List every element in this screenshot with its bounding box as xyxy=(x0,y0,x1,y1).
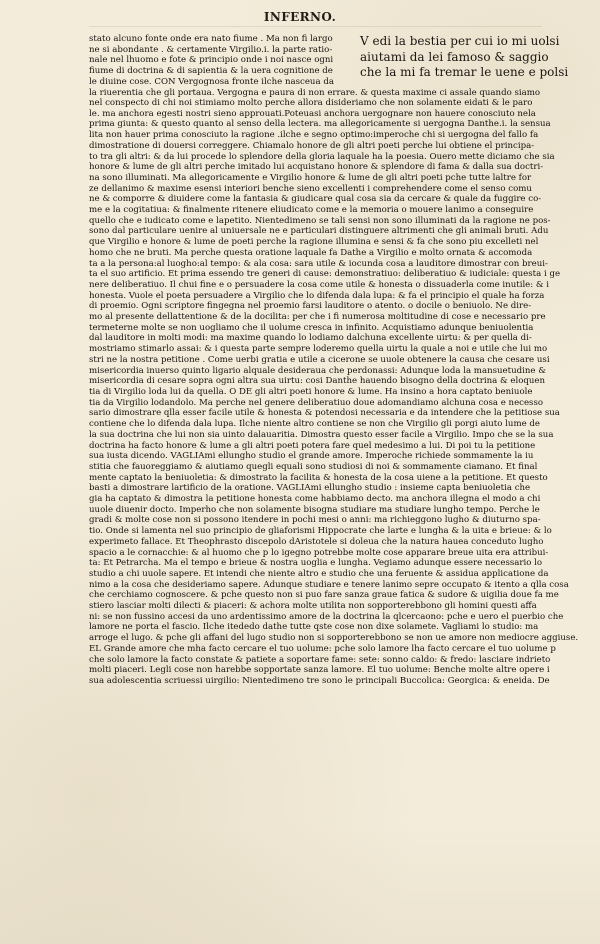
commentary-line: mo al presente dellattentione & de la docilita: per che i fi numerosa moltitudine di cose e necessario pre xyxy=(89,312,546,323)
commentary-line: homo che ne bruti. Ma perche questa oratione laquale fa Dathe a Virgilio e molto ornata & accomoda xyxy=(89,247,533,258)
commentary-line: ta a la persona:al luogho:al tempo: & ala cosa: sara utile & iocunda cosa a lauditore dimostrar con breui- xyxy=(89,258,548,269)
commentary-line: fiume di doctrina & di sapientia & la uera cognitione de xyxy=(89,66,333,77)
commentary-line: honesta. Vuole el poeta persuadere a Virgilio che lo difenda dala lupa: & fa el principio el quale ha forza xyxy=(89,290,545,301)
commentary-line: ne & comporre & diuidere come la fantasia & giudicare qual cosa sia da cercare & quale da fuggire co- xyxy=(89,194,542,205)
commentary-line: misericordia di cesare sopra ogni altra sua uirtu: cosi Danthe hauendo bisogno della doctrina & eloquen xyxy=(89,376,546,387)
commentary-line: tia da Virgilio lodandolo. Ma perche nel genere deliberatiuo doue adomandiamo alchuna cosa e necesso xyxy=(89,397,544,408)
commentary-line: na sono illuminati. Ma allegoricamente e Virgilio honore & lume de gli altri poeti pche tutte laltre for xyxy=(89,172,532,183)
commentary-line: contiene che lo difenda dala lupa. Ilche niente altro contiene se non che Virgilio gli porgi aiuto lume de xyxy=(89,419,540,430)
commentary-line: doctrina ha facto honore & lume a gli altri poeti potera fare quel medesimo a lui. Di poi tu la petitione xyxy=(89,440,536,451)
commentary-line: mostriamo stimarlo assai: & i questa parte sempre loderemo quella uirtu la quale a noi e utile che lui mo xyxy=(89,344,548,355)
commentary-line: stri ne la nostra petitione . Come uerbi gratia e utile a cicerone se uuole obtenere la causa che cesare usi xyxy=(89,354,550,365)
commentary-line: experimeto fallace. Et Theophrasto discepolo dAristotele si doleua che la natura hauea conceduto lugho xyxy=(89,536,544,547)
page-header: INFERNO. xyxy=(263,10,337,24)
commentary-line: termeterne molte se non uogliamo che il uolume cresca in infinito. Acquistiamo adunque beniuolentia xyxy=(89,322,534,333)
commentary-line: ta el suo artificio. Et prima essendo tre generi di cause: demonstratiuo: deliberatiuo & iudiciale: questa i ge xyxy=(89,269,561,280)
commentary-line: nale nel lhuomo e fote & principio onde i noi nasce ogni xyxy=(89,55,334,66)
commentary-line: misericordia inuerso quinto ligario alquale desideraua che perdonassi: Adunque loda la mansuetudine & xyxy=(89,365,546,376)
commentary-line: quello che e iudicato come e lapetito. Nientedimeno se tali sensi non sono illuminati da la ragione ne pos- xyxy=(89,215,551,226)
commentary-line: nel conspecto di chi noi stimiamo molto perche allora disideriamo che non solamente eidati & le paro xyxy=(89,98,533,108)
commentary-line: stiero lasciar molti dilecti & piaceri: & achora molte utilita non sopporterebbono gli homini questi affa xyxy=(89,601,537,612)
commentary-line: arroge el lugo. & pche gli affani del lugo studio non si sopporterebbono se non ue amore non mediocre aggiuse. xyxy=(89,633,579,644)
commentary-line: sono dal particulare uenire al uniuersale ne e particulari distinguere altrimenti che gli animali bruti. Adu xyxy=(89,226,549,237)
commentary-line: gradi & molte cose non si possono itendere in pochi mesi o anni: ma richieggono lugho & diuturno spa- xyxy=(89,515,541,526)
commentary-line: ta: Et Petrarcha. Ma el tempo e brieue & nostra uoglia e lungha. Vegiamo adunque essere necessario lo xyxy=(89,558,543,569)
commentary-line: tia di Virgilio loda lui da quella. O DE gli altri poeti honore & lume. Ha insino a hora captato beniuole xyxy=(89,386,533,397)
commentary-line: di proemio. Ogni scriptore fingegna nel proemio farsi lauditore o atento. o docile o beniuolo. Ne dire- xyxy=(89,301,532,312)
commentary-line: prima giunta: & questo quanto al senso della lectera. ma allegoricamente si uergogna Danthe.i. la sensua xyxy=(89,119,551,130)
verse-line: aiutami da lei famoso & saggio xyxy=(360,49,549,64)
commentary-line: nimo a la cosa che desideriamo sapere. Adunque studiare e tenere lanimo sepre occupato & itento a qlla cosa xyxy=(89,579,569,590)
commentary-line: ni: se non fussino accesi da uno ardentissimo amore de la doctrina la qlcercaono: pche e uero el puerbio che xyxy=(89,611,564,622)
verse-line: V edi la bestia per cui io mi uolsi xyxy=(360,34,560,48)
verse-block xyxy=(360,34,569,81)
commentary-line: sua adolescentia scriuessi uirgilio: Nientedimeno tre sono le principali Buccolica: Georgica: & eneida. De xyxy=(89,675,550,686)
commentary-line: molti piaceri. Legli cose non harebbe sopportate sanza lamore. El tuo uolume: Benche molte altre opere i xyxy=(89,665,550,676)
commentary-line: me e la cogitatiua: & finalmente ritenere eliudicato come e la memoria o mouere lanimo a conseguire xyxy=(89,205,534,216)
commentary-line: le. ma anchora egesti nostri sieno approuati.Poteuasi anchora uergognare non hauere conosciuto nela xyxy=(89,108,536,119)
commentary-line: dimostratione di douersi correggere. Chiamalo honore de gli altri poeti perche lui obtiene el principa- xyxy=(89,140,535,151)
commentary-line: la sua doctrina che lui non sia uinto dalauaritia. Dimostra questo esser facile a Virgilio. Impo che se la sua xyxy=(89,429,554,440)
commentary-line: lita non hauer prima conosciuto la ragione .ilche e segno optimo:imperoche chi si uergogna del fallo fa xyxy=(89,130,539,141)
commentary-line: ze dellanimo & maxime esensi interiori benche sieno excellenti i comprehendere come el senso comu xyxy=(89,183,532,194)
commentary-line: che cerchiamo cognoscere. & pche questo non si puo fare sanza graue fatica & sudore & uigilia doue fa me xyxy=(89,590,559,601)
commentary-line: la riuerentia che gli portaua. Vergogna e paura di non errare. & questa maxime ci assale quando siamo xyxy=(89,87,541,98)
commentary-line: sua iusta dicendo. VAGLIAmi ellungho studio el grande amore. Imperoche richiede sommamente la iu xyxy=(89,451,534,462)
page-shadow xyxy=(0,824,600,944)
commentary-line: le diuine cose. CON Vergognosa fronte ilche nasceua da xyxy=(89,76,334,87)
commentary-line: dal lauditore in molti modi: ma maxime quando lo lodiamo dalchuna excellente uirtu: & per quella di- xyxy=(89,333,532,344)
verse-line: che la mi fa tremar le uene e polsi xyxy=(360,65,569,79)
commentary-line: basti a dimostrare lartificio de la oratione. VAGLIAmi ellungho studio : insieme capta beniuoletia che xyxy=(89,483,531,494)
commentary-line: ne si abondante . & certamente Virgilio.i. la parte ratio- xyxy=(89,44,333,55)
commentary-line: to tra gli altri: & da lui procede lo splendore della gloria laquale ha la poesia. Ouero mette diciamo che sia xyxy=(89,151,555,162)
commentary-line: stitia che fauoreggiamo & aiutiamo quegli equali sono studiosi di noi & sommamente ciamano. Et final xyxy=(89,461,538,472)
commentary-line: sario dimostrare qlla esser facile utile & honesta & potendosi necessaria e da intendere che la petitiose sua xyxy=(89,408,560,419)
commentary-line: EL Grande amore che mha facto cercare el tuo uolume: pche solo lamore lha facto cercare el tuo uolume p xyxy=(89,643,556,654)
commentary-line: lamore ne porta el fascio. Ilche itededo dathe tutte qste cose non dixe solamete. Vagliami lo studio: ma xyxy=(89,622,539,633)
commentary-main xyxy=(89,98,579,687)
commentary-line: stato alcuno fonte onde era nato fiume . Ma non fi largo xyxy=(89,34,333,44)
commentary-line: studio a chi uuole sapere. Et intendi che niente altro e studio che una feruente & assidua applicatione da xyxy=(89,568,549,579)
header-rule xyxy=(89,26,542,27)
commentary-line: uuole diuenir docto. Imperho che non solamente bisogna studiare ma studiare lungho tempo. Perche le xyxy=(89,504,540,515)
commentary-line: gia ha captato & dimostra la petitione honesta come habbiamo decto. ma anchora illegna el modo a chi xyxy=(89,494,541,505)
commentary-line: tio. Onde si lamenta nel suo principio de gliaforismi Hippocrate che larte e lungha & la uita e brieue: & lo xyxy=(89,526,552,537)
commentary-line: mente captato la beniuoletia: & dimostrato la facilita & honesta de la cosa uiene a la petitione. Et questo xyxy=(89,472,548,483)
commentary-line: spacio a le cornacchie: & al huomo che p lo igegno potrebbe molte cose apparare breue uita era attribui- xyxy=(89,547,549,558)
commentary-line: que Virgilio e honore & lume de poeti perche la ragione illumina e sensi & fa che sono piu excelleti nel xyxy=(89,237,539,248)
commentary-line: honore & lume de gli altri perche imitado lui acquistano honore & splendore di fama & dalla sua doctri- xyxy=(89,162,544,173)
commentary-line: che solo lamore la facto constate & patiete a soportare fame: sete: sonno caldo: & fredo: lasciare indrieto xyxy=(89,654,551,665)
commentary-line: nere deliberatiuo. Il chui fine e o persuadere la cosa come utile & honesta o dissuaderla come inutile: & i xyxy=(89,279,550,290)
